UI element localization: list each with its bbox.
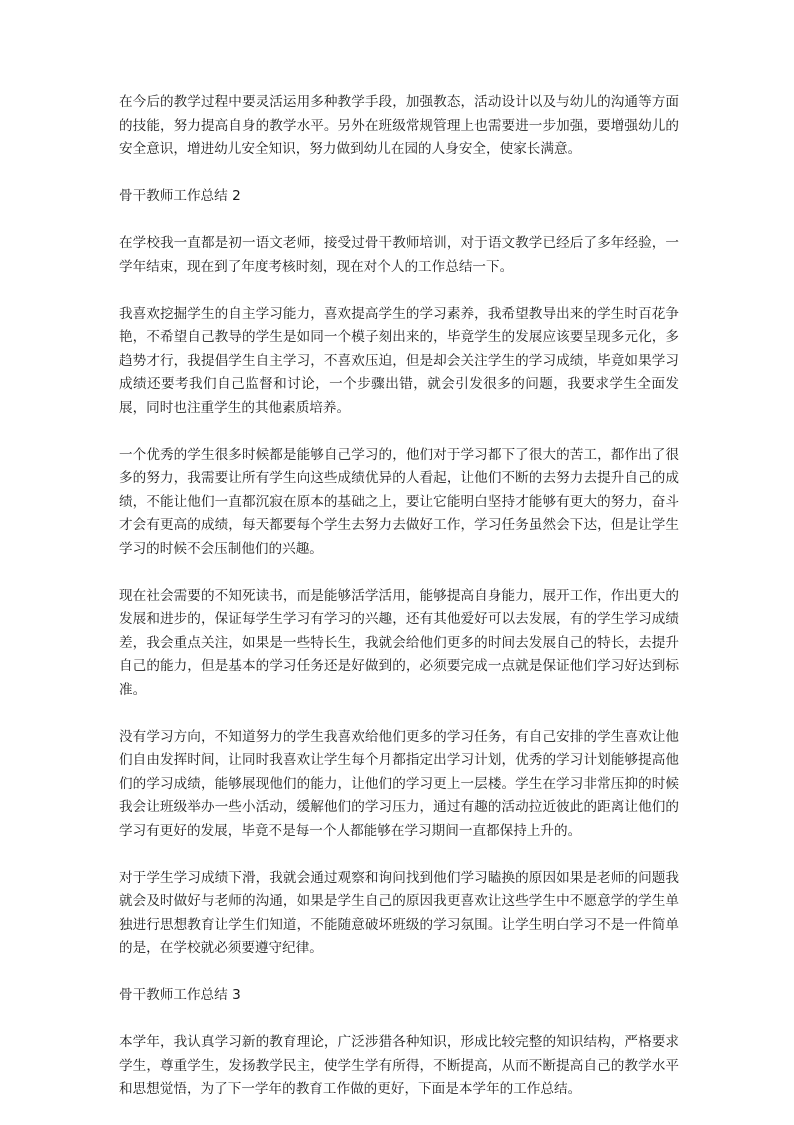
paragraph: 现在社会需要的不知死读书，而是能够活学活用，能够提高自身能力，展开工作，作出更大的发展和进步的，保证每学生学习有学习的兴趣，还有其他爱好可以去发展，有的学生学习成绩差，我会重点关注，如果是一些特长生，我就会给他们更多的时间去发展自己的特长，去提升自己的能力，但是基本的学习任务还是好做到的，必须要完成一点就是保证他们学习好达到标准。 — [119, 587, 679, 698]
paragraph: 我喜欢挖掘学生的自主学习能力，喜欢提高学生的学习素养，我希望教导出来的学生时百花争艳，不希望自己教导的学生是如同一个模子刻出来的，毕竟学生的发展应该要呈现多元化，多趋势才行，我提倡学生自主学习，不喜欢压迫，但是却会关注学生的学习成绩，毕竟如果学习成绩还要考我们自己监督和讨论，一个步骤出错，就会引发很多的问题，我要求学生全面发展，同时也注重学生的其他素质培养。 — [119, 305, 679, 416]
paragraph: 本学年，我认真学习新的教育理论，广泛涉猎各种知识，形成比较完整的知识结构，严格要求学生，尊重学生，发扬教学民主，使学生学有所得，不断提高，从而不断提高自己的教学水平和思想觉悟，为了下一学年的教育工作做的更好，下面是本学年的工作总结。 — [119, 1034, 679, 1097]
paragraph: 在学校我一直都是初一语文老师，接受过骨干教师培训，对于语文教学已经后了多年经验，一学年结束，现在到了年度考核时刻，现在对个人的工作总结一下。 — [119, 235, 679, 275]
section-heading-3: 骨干教师工作总结 3 — [119, 987, 241, 1003]
paragraph-intro: 在今后的教学过程中要灵活运用多种教学手段，加强教态，活动设计以及与幼儿的沟通等方面的技能，努力提高自身的教学水平。另外在班级常规管理上也需要进一步加强，要增强幼儿的安全意识，增进幼儿安全知识，努力做到幼儿在园的人身安全，使家长满意。 — [119, 94, 679, 157]
paragraph: 一个优秀的学生很多时候都是能够自己学习的，他们对于学习都下了很大的苦工，都作出了很多的努力，我需要让所有学生向这些成绩优异的人看起，让他们不断的去努力去提升自己的成绩，不能让他们一直都沉寂在原本的基础之上，要让它能明白坚持才能够有更大的努力，奋斗才会有更高的成绩，每天都要每个学生去努力去做好工作，学习任务虽然会下达，但是让学生学习的时候不会压制他们的兴趣。 — [119, 446, 679, 557]
section-heading-2: 骨干教师工作总结 2 — [119, 188, 241, 204]
document-page — [119, 91, 679, 1125]
paragraph: 没有学习方向，不知道努力的学生我喜欢给他们更多的学习任务，有自己安排的学生喜欢让他们自由发挥时间，让同时我喜欢让学生每个月都指定出学习计划，优秀的学习计划能够提高他们的学习成绩，能够展现他们的能力，让他们的学习更上一层楼。学生在学习非常压抑的时候我会让班级举办一些小活动，缓解他们的学习压力，通过有趣的活动拉近彼此的距离让他们的学习有更好的发展，毕竟不是每一个人都能够在学习期间一直都保持上升的。 — [119, 728, 679, 839]
paragraph: 对于学生学习成绩下滑，我就会通过观察和询问找到他们学习瞌换的原因如果是老师的问题我就会及时做好与老师的沟通，如果是学生自己的原因我更喜欢让这些学生中不愿意学的学生单独进行思想教育让学生们知道，不能随意破坏班级的学习氛围。让学生明白学习不是一件简单的是，在学校就必须要遵守纪律。 — [119, 869, 679, 956]
